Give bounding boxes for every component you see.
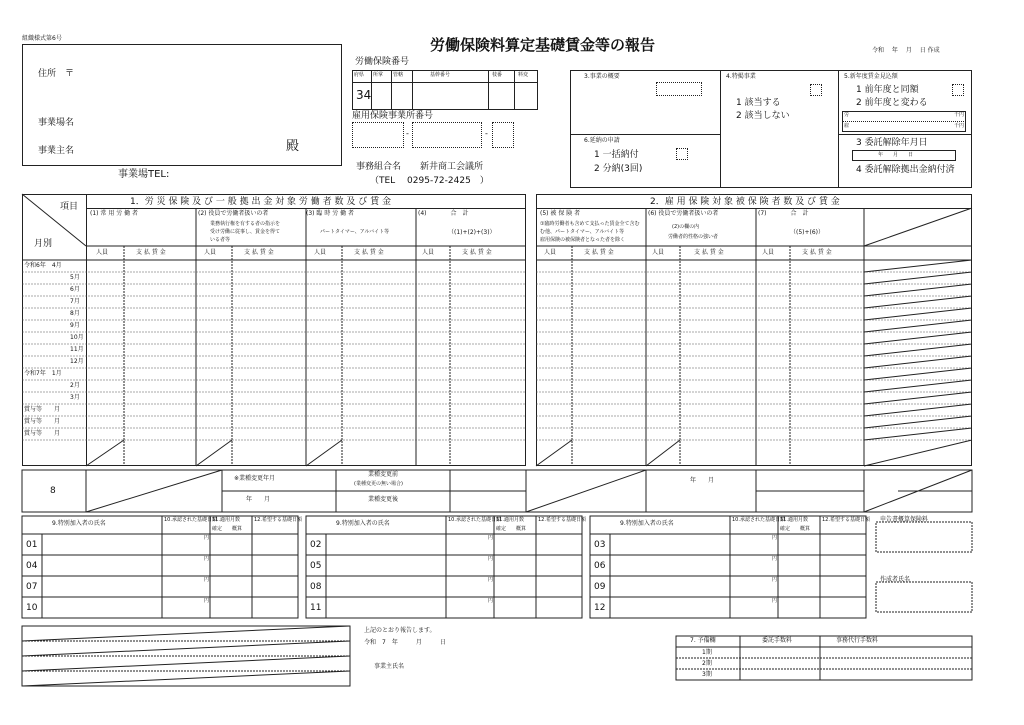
col6-header: (6) 役員で労働者扱いの者: [648, 210, 719, 217]
member-yen: 円: [488, 577, 494, 583]
months-estimated: 概算: [516, 526, 527, 532]
col6-note-2: 労働者的性格の強い者: [668, 234, 719, 240]
month-label: 9月: [70, 322, 80, 329]
h-wages-7: 支 払 賃 金: [802, 249, 832, 256]
member-yen: 円: [488, 556, 494, 562]
member-number: 09: [594, 582, 606, 592]
month-label: 賞与等 月: [24, 430, 61, 437]
member-yen: 円: [204, 556, 210, 562]
ins-h-pref: 府県: [354, 72, 365, 78]
member-yen: 円: [488, 535, 494, 541]
ins-h-ryohen: 料変: [518, 72, 529, 78]
month-label: 7月: [70, 298, 80, 305]
members-title: 9.特別加入者の氏名: [620, 520, 674, 527]
member-yen: 円: [204, 577, 210, 583]
row8-ym: 年 月: [246, 496, 271, 503]
special-opt-1: 1 該当する: [736, 98, 781, 108]
col2-note-3: いる者等: [210, 237, 231, 243]
h-persons-1: 人員: [96, 249, 109, 256]
h-wages-4: 支 払 賃 金: [462, 249, 492, 256]
month-label: 5月: [70, 274, 80, 281]
col7-header: (7) 合 計: [758, 210, 809, 217]
month-label: 月別: [34, 239, 53, 249]
prepay-label: 7. 予備欄: [690, 637, 716, 644]
desired-daily-label: 12.希望する基礎日額: [538, 517, 586, 523]
prior-premium-label: 申告書概算保険料: [880, 516, 929, 523]
member-number: 07: [26, 582, 38, 592]
employment-insurance-label: 雇用保険事業所番号: [352, 111, 434, 121]
member-yen: 円: [772, 598, 778, 604]
month-label: 12月: [70, 358, 84, 365]
h-wages-1: 支 払 賃 金: [136, 249, 166, 256]
prefecture-code[interactable]: 34: [356, 88, 372, 102]
ins-h-shosho: 所掌: [373, 72, 384, 78]
ins-h-edaban: 枝番: [492, 72, 503, 78]
months-estimated: 概算: [232, 526, 243, 532]
months-label: 11.適用月数: [212, 517, 240, 523]
owner-name-label: 事業主名: [38, 146, 75, 156]
member-number: 11: [310, 603, 322, 613]
member-number: 06: [594, 561, 606, 571]
member-number: 02: [310, 540, 322, 550]
h-wages-3: 支 払 賃 金: [354, 249, 384, 256]
col3-note: パートタイマー、アルバイト等: [320, 229, 390, 235]
col2-note-2: 受け労働に従事し、賃金を得て: [210, 229, 281, 235]
member-number: 05: [310, 561, 322, 571]
month-label: 令和7年 1月: [24, 370, 62, 377]
approved-daily-label: 10.承認された基礎日額: [164, 517, 217, 523]
ins-h-kikan: 基幹番号: [430, 72, 451, 78]
months-estimated: 概算: [800, 526, 811, 532]
h-wages-6: 支 払 賃 金: [694, 249, 724, 256]
month-label: 3月: [70, 394, 80, 401]
new-year-opt-1: 1 前年度と同額: [856, 85, 919, 95]
month-label: 賞与等 月: [24, 418, 61, 425]
period-1: 1期: [702, 649, 712, 656]
month-label: 2月: [70, 382, 80, 389]
desired-daily-label: 12.希望する基礎日額: [822, 517, 870, 523]
delay-label: 6.延納の申請: [584, 137, 620, 144]
members-title: 9.特別加入者の氏名: [336, 520, 390, 527]
period-2: 2期: [702, 660, 712, 667]
col5-note-1: ①臨時労働者も含めて支払った賃金全て含む: [540, 221, 640, 227]
h-persons-4: 人員: [422, 249, 435, 256]
association-label: 事務組合名: [356, 162, 402, 172]
h-persons-6: 人員: [652, 249, 665, 256]
report-date: 令和 7 年 月 日: [364, 639, 446, 646]
member-yen: 円: [488, 598, 494, 604]
address-label: 住所 〒: [38, 69, 75, 79]
member-yen: 円: [204, 598, 210, 604]
footer-owner: 事業主氏名: [374, 663, 405, 670]
member-yen: 円: [204, 535, 210, 541]
member-number: 03: [594, 540, 606, 550]
h-persons-3: 人員: [314, 249, 327, 256]
col2-header: (2) 役員で労働者扱いの者: [198, 210, 269, 217]
h-wages-2: 支 払 賃 金: [244, 249, 274, 256]
member-number: 01: [26, 540, 38, 550]
honorific: 殿: [286, 139, 300, 154]
row8-after: 業種変更後: [368, 496, 399, 503]
col2-note-1: 業務執行権を有する者の指示を: [210, 221, 281, 227]
desired-daily-label: 12.希望する基礎日額: [254, 517, 302, 523]
month-label: 8月: [70, 310, 80, 317]
new-year-yen-1: 千円: [954, 112, 965, 118]
new-year-wage-label: 5.新年度賃金見込額: [844, 73, 898, 80]
col5-header: (5) 被 保 険 者: [540, 210, 581, 217]
row8-change-ym: ※業種変更年月: [234, 475, 276, 482]
period-3: 3期: [702, 671, 712, 678]
page-title: 労働保険料算定基礎賃金等の報告: [430, 36, 656, 54]
cancel-note: 4 委託解除拠出金納付済: [856, 165, 955, 175]
association-tel: （TEL 0295-72-2425 ）: [370, 176, 489, 186]
member-yen: 円: [772, 577, 778, 583]
h-persons-5: 人員: [544, 249, 557, 256]
row8-ym2: 年 月: [690, 477, 715, 484]
member-yen: 円: [772, 535, 778, 541]
row8-before-note: (業種変更の無い場合): [354, 481, 403, 487]
section1-title: 1．労 災 保 険 及 び 一 般 拠 出 金 対 象 労 働 者 数 及 び 賃 金: [130, 197, 391, 207]
month-label: 11月: [70, 346, 84, 353]
col4-header: (4) 合 計: [418, 210, 469, 217]
cancel-date-ymd: 年 月 日: [878, 152, 914, 158]
row8-label: 8: [50, 486, 56, 496]
months-confirmed: 確定: [780, 526, 791, 532]
delay-opt-2: 2 分納(3回): [594, 164, 643, 174]
col3-header: (3) 臨 時 労 働 者: [306, 210, 355, 217]
approved-daily-label: 10.承認された基礎日額: [732, 517, 785, 523]
h-wages-5: 支 払 賃 金: [584, 249, 614, 256]
tel-label: 事業場TEL:: [118, 169, 170, 180]
row8-before: 業種変更前: [368, 471, 399, 478]
h-persons-7: 人員: [762, 249, 775, 256]
months-label: 11.適用月数: [780, 517, 808, 523]
row-label-ko: 雇: [844, 123, 850, 129]
month-label: 10月: [70, 334, 84, 341]
ins-h-kankatsu: 管轄: [393, 72, 404, 78]
member-number: 04: [26, 561, 38, 571]
item-label: 項目: [60, 202, 79, 212]
member-number: 10: [26, 603, 38, 613]
section2-title: 2．雇 用 保 険 対 象 被 保 険 者 数 及 び 賃 金: [650, 197, 840, 207]
member-number: 12: [594, 603, 606, 613]
new-year-yen-2: 千円: [954, 123, 965, 129]
col7-formula: （(5)+(6)）: [790, 229, 825, 236]
business-outline-label: 3.事業の概要: [584, 73, 620, 80]
insurance-number-label: 労働保険番号: [355, 57, 410, 67]
months-label: 11.適用月数: [496, 517, 524, 523]
new-year-opt-2: 2 前年度と変わる: [856, 98, 928, 108]
row-label-ro: 労: [844, 112, 850, 118]
delay-opt-1: 1 一括納付: [594, 150, 639, 160]
business-name-label: 事業場名: [38, 118, 75, 128]
cancel-date-label: 3 委託解除年月日: [856, 138, 928, 148]
months-confirmed: 確定: [496, 526, 507, 532]
month-label: 6月: [70, 286, 80, 293]
month-label: 令和6年 4月: [24, 262, 62, 269]
months-confirmed: 確定: [212, 526, 223, 532]
creation-date: 令和 年 月 日 作成: [872, 47, 940, 54]
member-number: 08: [310, 582, 322, 592]
author-label: 作成者氏名: [880, 576, 911, 583]
member-yen: 円: [772, 556, 778, 562]
special-business-label: 4.特掲事業: [726, 73, 756, 80]
h-persons-2: 人員: [204, 249, 217, 256]
form-code: 組織様式第6号: [22, 35, 62, 42]
association-name: 新井商工会議所: [420, 162, 484, 172]
col6-note-1: (2)の欄の内: [672, 224, 700, 230]
month-label: 賞与等 月: [24, 406, 61, 413]
col5-note-2: む他、パートタイマー、アルバイト等: [540, 229, 625, 235]
col4-formula: （(1)+(2)+(3)）: [448, 229, 496, 236]
col1-header: (1) 常 用 労 働 者: [90, 210, 139, 217]
agent-fee-label: 事務代行手数料: [836, 637, 879, 644]
special-opt-2: 2 該当しない: [736, 111, 790, 121]
col5-note-3: 雇用保険の被保険者となった者を除く: [540, 237, 626, 243]
members-title: 9.特別加入者の氏名: [52, 520, 106, 527]
approved-daily-label: 10.承認された基礎日額: [448, 517, 501, 523]
report-text: 上記のとおり報告します。: [364, 627, 436, 634]
commission-label: 委託手数料: [762, 637, 793, 644]
